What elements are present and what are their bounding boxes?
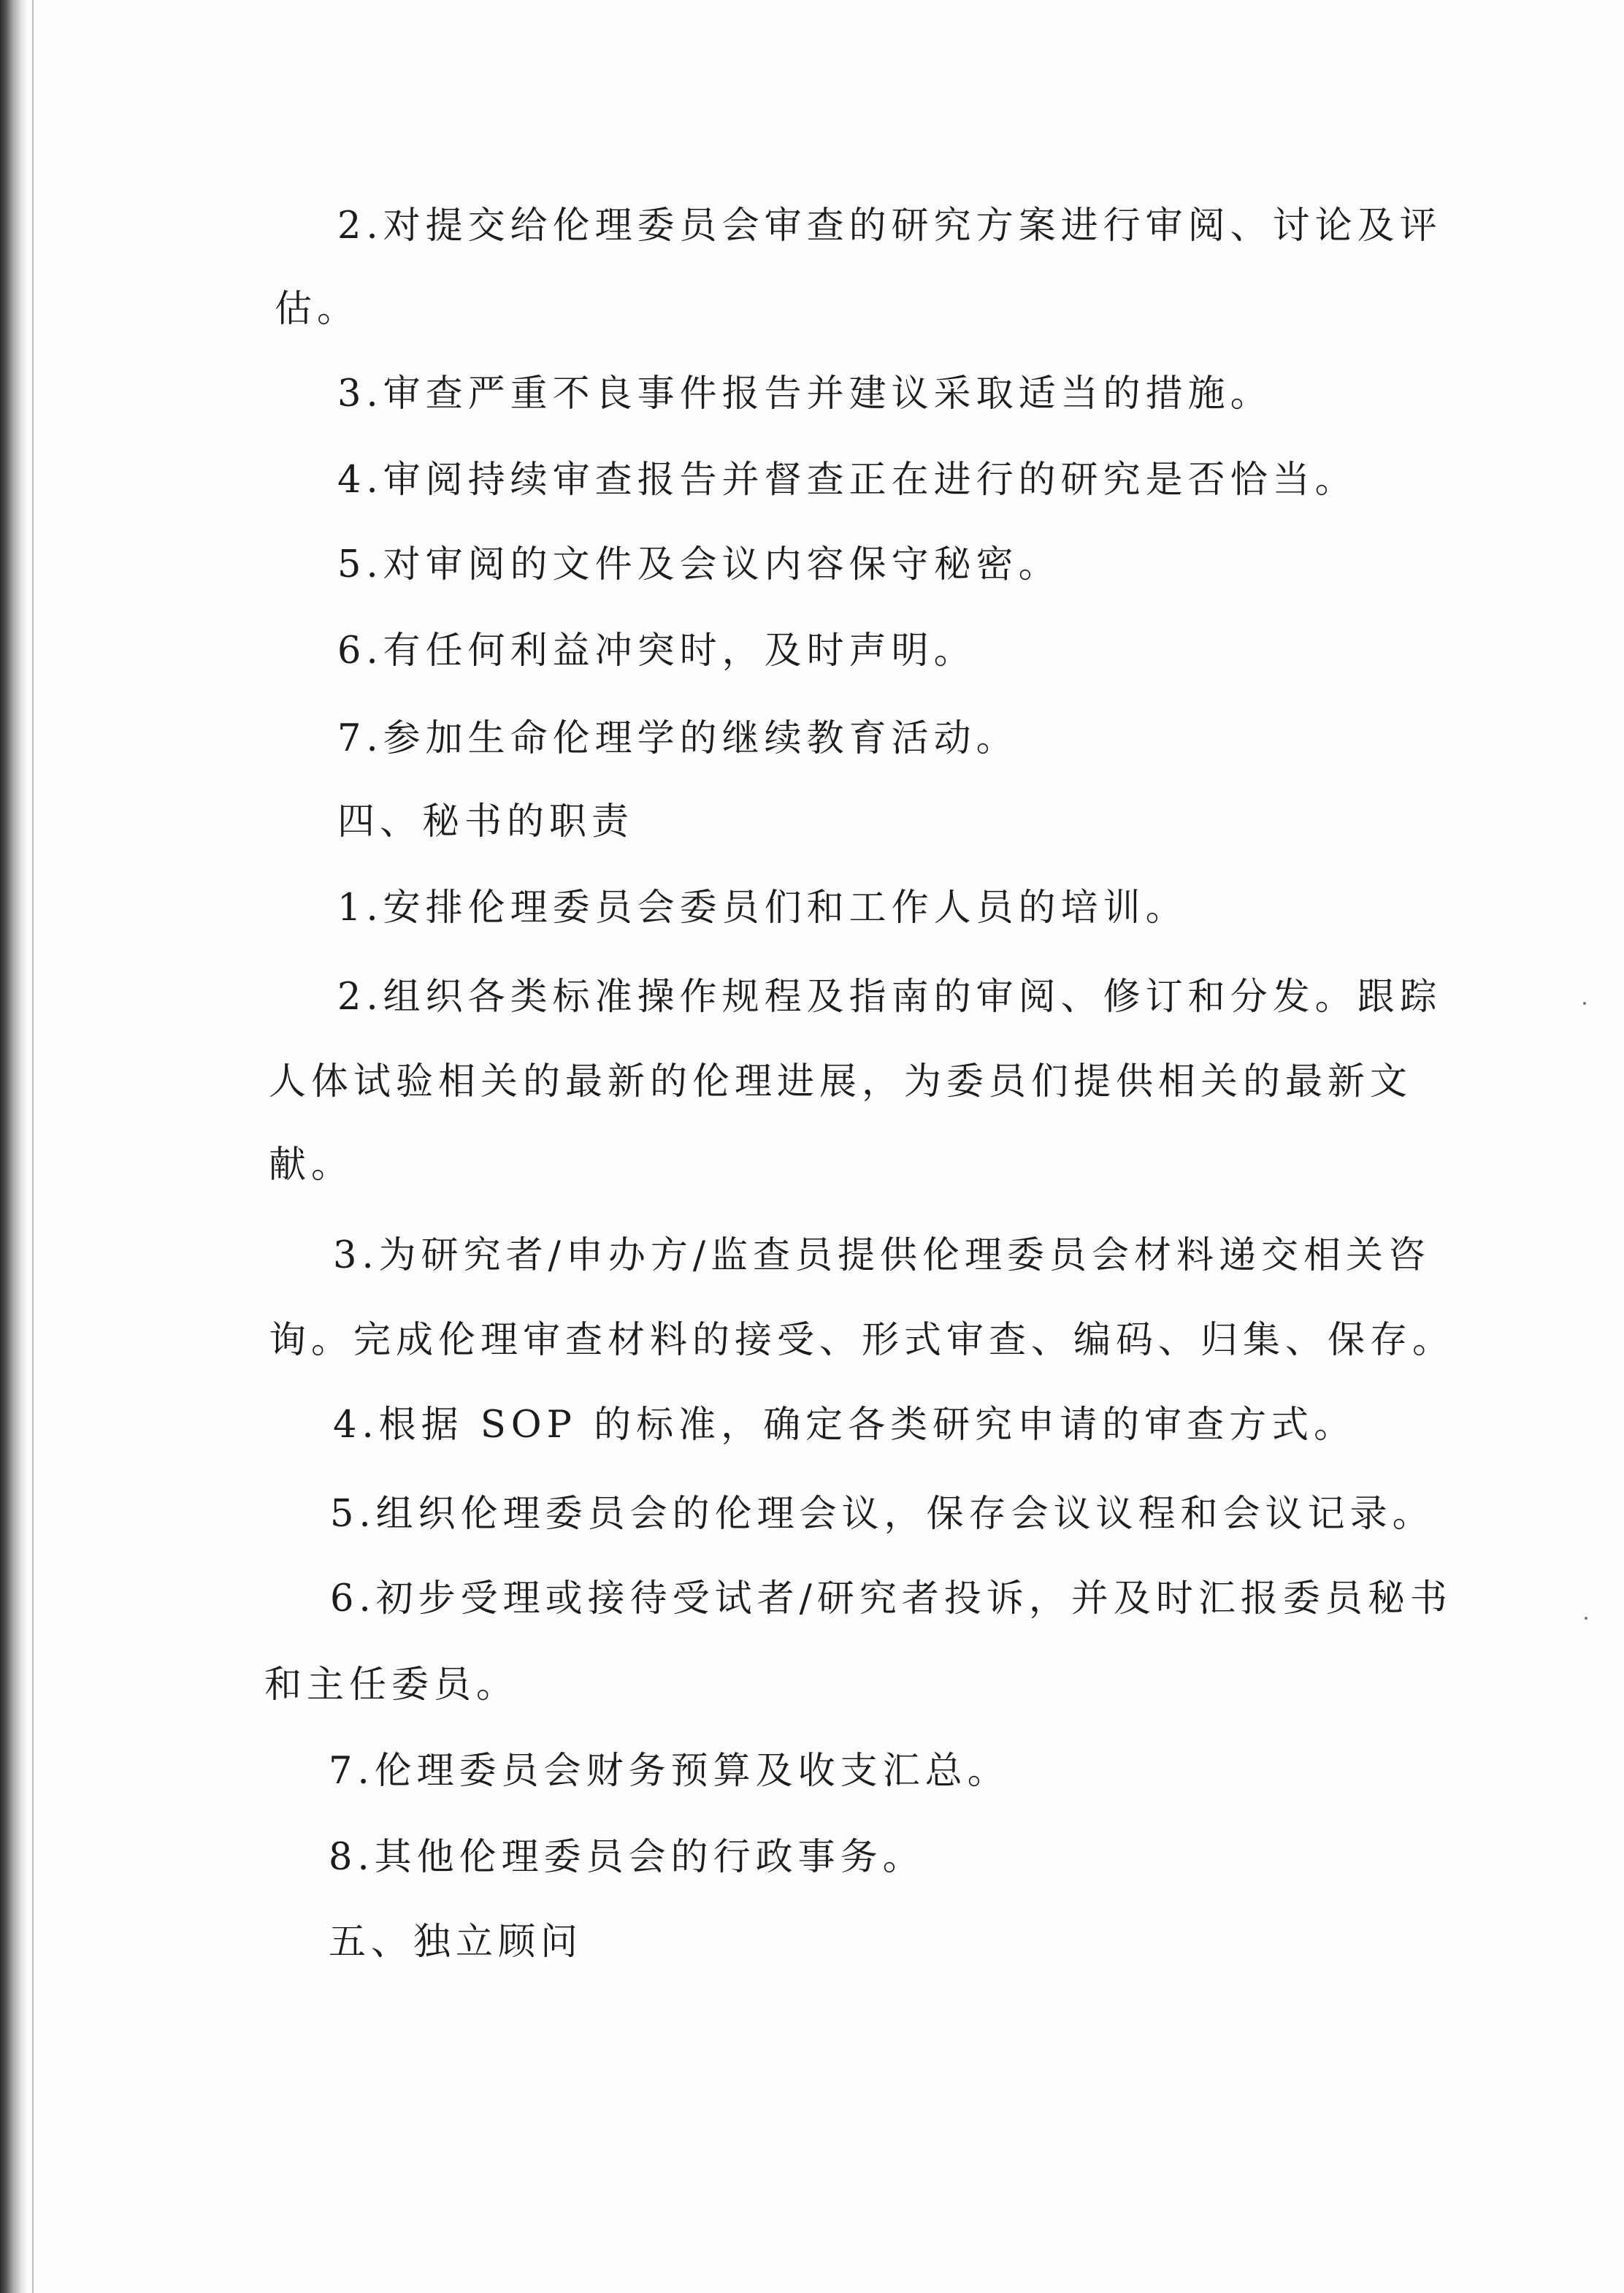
section-heading-secretary: 四、秘书的职责 <box>337 800 635 843</box>
text-line-secretary-2: 2.组织各类标准操作规程及指南的审阅、修订和分发。跟踪 <box>337 976 1442 1019</box>
text-line-secretary-1: 1.安排伦理委员会委员们和工作人员的培训。 <box>337 887 1188 930</box>
text-line-item-3: 3.审查严重不良事件报告并建议采取适当的措施。 <box>337 372 1273 416</box>
scan-binding-line <box>32 0 34 2293</box>
scan-edge-shadow <box>0 0 28 2293</box>
text-line-item-5: 5.对审阅的文件及会议内容保守秘密。 <box>337 543 1061 586</box>
scan-speck <box>1583 1002 1586 1005</box>
text-line-secretary-3-cont: 询。完成伦理审查材料的接受、形式审查、编码、归集、保存。 <box>269 1319 1455 1362</box>
text-line-item-2: 2.对提交给伦理委员会审查的研究方案进行审阅、讨论及评 <box>337 204 1442 248</box>
text-line-item-4: 4.审阅持续审查报告并督查正在进行的研究是否恰当。 <box>337 459 1357 502</box>
text-line-secretary-7: 7.伦理委员会财务预算及收支汇总。 <box>329 1750 1010 1793</box>
text-line-secretary-2-cont: 人体试验相关的最新的伦理进展，为委员们提供相关的最新文 <box>269 1060 1413 1103</box>
text-line-secretary-3: 3.为研究者/申办方/监查员提供伦理委员会材料递交相关咨 <box>333 1234 1431 1277</box>
text-line-item-2-cont: 估。 <box>275 288 360 331</box>
scan-speck <box>1585 1617 1587 1620</box>
text-line-item-7: 7.参加生命伦理学的继续教育活动。 <box>337 717 1019 760</box>
text-line-secretary-4: 4.根据 SOP 的标准，确定各类研究申请的审查方式。 <box>333 1404 1357 1447</box>
text-line-secretary-6-cont: 和主任委员。 <box>264 1664 519 1707</box>
text-line-secretary-5: 5.组织伦理委员会的伦理会议，保存会议议程和会议记录。 <box>330 1493 1435 1536</box>
text-line-secretary-8: 8.其他伦理委员会的行政事务。 <box>329 1836 925 1879</box>
text-line-secretary-2-end: 献。 <box>269 1144 354 1187</box>
text-line-secretary-6: 6.初步受理或接待受试者/研究者投诉，并及时汇报委员秘书 <box>330 1577 1452 1620</box>
section-heading-consultant: 五、独立顾问 <box>329 1921 583 1964</box>
text-line-item-6: 6.有任何利益冲突时，及时声明。 <box>337 629 976 673</box>
